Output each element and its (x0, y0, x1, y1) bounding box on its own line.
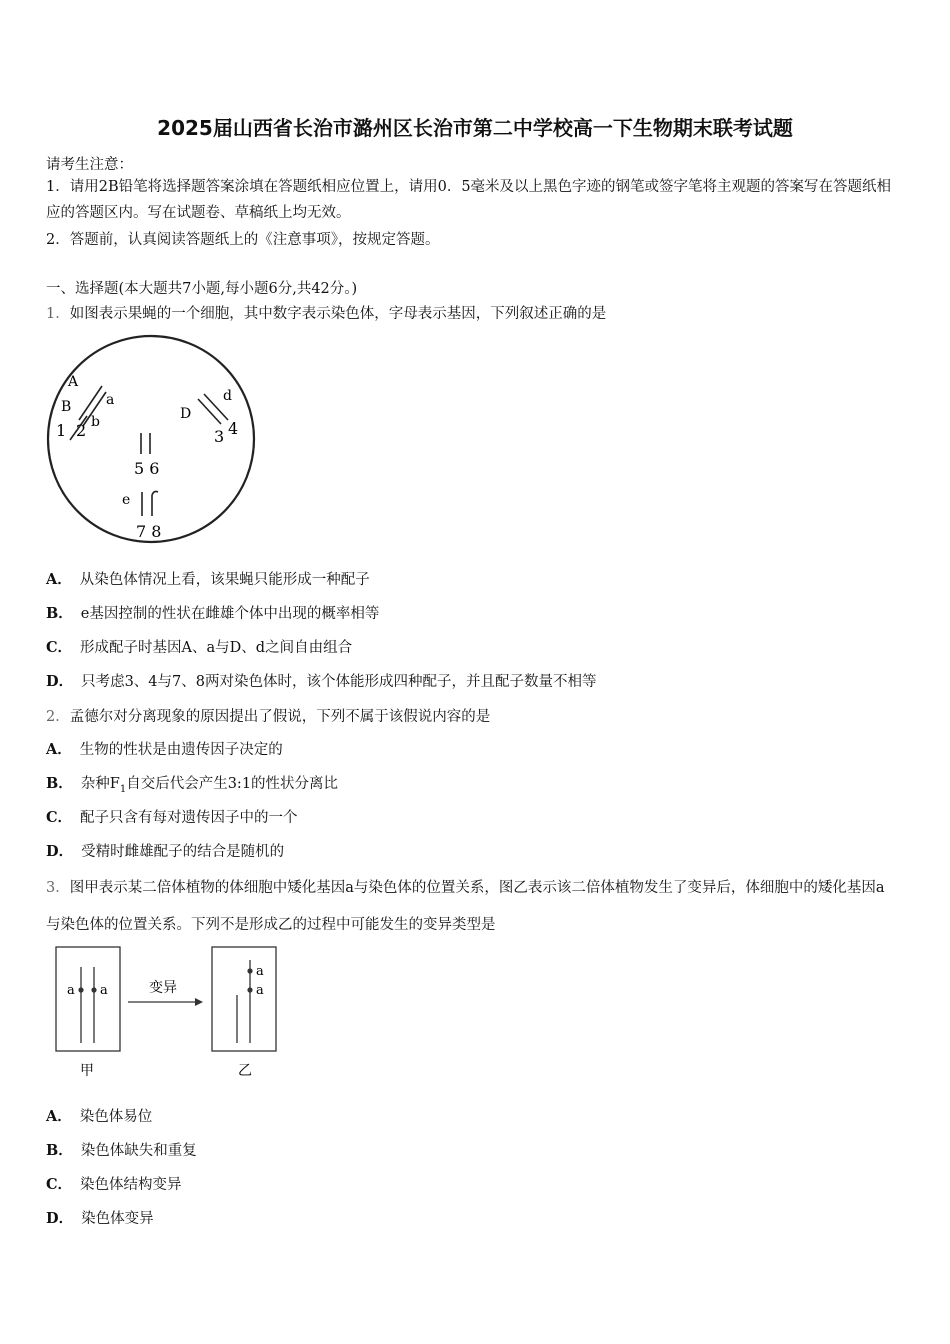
page-title: 2025届山西省长治市潞州区长治市第二中学校高一下生物期末联考试题 (157, 116, 793, 140)
gene-dot-yi-2 (247, 987, 252, 992)
q3-option-a[interactable] (46, 1105, 152, 1126)
gene-D: D (180, 406, 192, 422)
gene-A: A (68, 374, 79, 390)
gene-label-yi-bottom: a (256, 983, 264, 998)
q1-option-b[interactable] (46, 602, 379, 623)
option-text: 从染色体情况上看，该果蝇只能形成一种配子 (79, 572, 370, 588)
q3-figure (52, 944, 284, 1082)
option-text: 染色体缺失和重复 (80, 1143, 197, 1159)
q2-option-d[interactable] (46, 840, 284, 861)
arrow-label: 变异 (149, 980, 177, 996)
q2-option-c[interactable] (46, 806, 298, 827)
q3-option-c[interactable] (46, 1173, 182, 1194)
gene-a: a (106, 392, 115, 408)
gene-b: b (91, 414, 100, 430)
option-letter: D． (46, 843, 74, 860)
q1-stem (46, 302, 606, 323)
q2-number: 2． (46, 709, 70, 725)
q2-option-b[interactable] (46, 772, 338, 795)
q3-option-b[interactable] (46, 1139, 197, 1160)
q2-stem-text: 孟德尔对分离现象的原因提出了假说，下列不属于该假说内容的是 (69, 709, 491, 725)
q1-number: 1． (46, 306, 70, 322)
chromosome-3 (198, 399, 221, 424)
option-letter: D． (46, 1210, 74, 1227)
gene-dot-jia-1 (78, 987, 83, 992)
q2-option-a[interactable] (46, 738, 283, 759)
option-letter: C． (46, 1176, 73, 1193)
notice-item-2: 2．答题前，认真阅读答题纸上的《注意事项》，按规定答题。 (46, 232, 440, 248)
option-text: 只考虑3、4与7、8两对染色体时，该个体能形成四种配子，并且配子数量不相等 (81, 674, 597, 690)
q1-stem-text: 如图表示果蝇的一个细胞，其中数字表示染色体，字母表示基因，下列叙述正确的是 (69, 306, 607, 322)
chromosome-8-hook (152, 491, 158, 495)
option-text: 染色体变异 (81, 1211, 154, 1227)
label-56: 5 6 (134, 459, 160, 478)
gene-e: e (122, 492, 131, 508)
notice-item-1: 1．请用2B铅笔将选择题答案涂填在答题纸相应位置上，请用0．5毫米及以上黑色字迹的钢笔或签字笔将主观题的答案写在答题纸相应的答题区内。写在试题卷、草稿纸上均无效。 (46, 179, 892, 221)
label-2: 2 (76, 421, 87, 440)
q3-stem-text: 图甲表示某二倍体植物的体细胞中矮化基因a与染色体的位置关系，图乙表示该二倍体植物发生了变异后，体细胞中的矮化基因a与染色体的位置关系。下列不是形成乙的过程中可能发生的变异类型是 (46, 880, 885, 933)
option-text: 配子只含有每对遗传因子中的一个 (80, 810, 298, 826)
option-letter: A． (46, 1108, 72, 1125)
gene-label-jia-right: a (100, 983, 108, 998)
q1-option-d[interactable] (46, 670, 596, 691)
option-letter: C． (46, 639, 73, 656)
option-letter: B． (46, 605, 73, 622)
option-letter: B． (46, 775, 73, 792)
option-text: 受精时雌雄配子的结合是随机的 (81, 844, 285, 860)
q3-option-d[interactable] (46, 1207, 154, 1228)
gene-label-yi-top: a (256, 964, 264, 979)
gene-d: d (223, 388, 232, 404)
label-4: 4 (228, 419, 239, 438)
label-1: 1 (56, 421, 67, 440)
option-text: 染色体结构变异 (80, 1177, 182, 1193)
gene-B: B (61, 399, 72, 415)
option-letter: D． (46, 673, 74, 690)
cell-yi (212, 947, 276, 1051)
gene-dot-yi-1 (247, 968, 252, 973)
option-letter: A． (46, 741, 72, 758)
option-text: 形成配子时基因A、a与D、d之间自由组合 (80, 640, 353, 656)
option-text-post: 自交后代会产生3:1的性状分离比 (126, 776, 339, 792)
q1-option-c[interactable] (46, 636, 352, 657)
option-text: 生物的性状是由遗传因子决定的 (79, 742, 283, 758)
section-heading: 一、选择题(本大题共7小题,每小题6分,共42分。) (46, 281, 358, 297)
label-78: 7 8 (136, 522, 162, 541)
option-text: 染色体易位 (79, 1109, 153, 1125)
label-3: 3 (214, 427, 225, 446)
option-text: e基因控制的性状在雌雄个体中出现的概率相等 (80, 606, 380, 622)
q3-stem (46, 870, 896, 944)
q2-stem (46, 705, 490, 726)
q3-number: 3． (46, 880, 70, 896)
option-subscript: 1 (119, 783, 127, 795)
label-jia: 甲 (80, 1063, 94, 1079)
label-yi: 乙 (238, 1063, 252, 1079)
gene-label-jia-left: a (67, 983, 75, 998)
cell-jia (56, 947, 120, 1051)
option-letter: A． (46, 571, 72, 588)
arrow-head (195, 998, 203, 1006)
option-letter: C． (46, 809, 73, 826)
gene-dot-jia-2 (91, 987, 96, 992)
q1-cell-figure (44, 332, 260, 548)
q1-option-a[interactable] (46, 568, 370, 589)
option-text-pre: 杂种F (80, 776, 120, 792)
notice-heading: 请考生注意： (46, 157, 133, 173)
option-letter: B． (46, 1142, 73, 1159)
